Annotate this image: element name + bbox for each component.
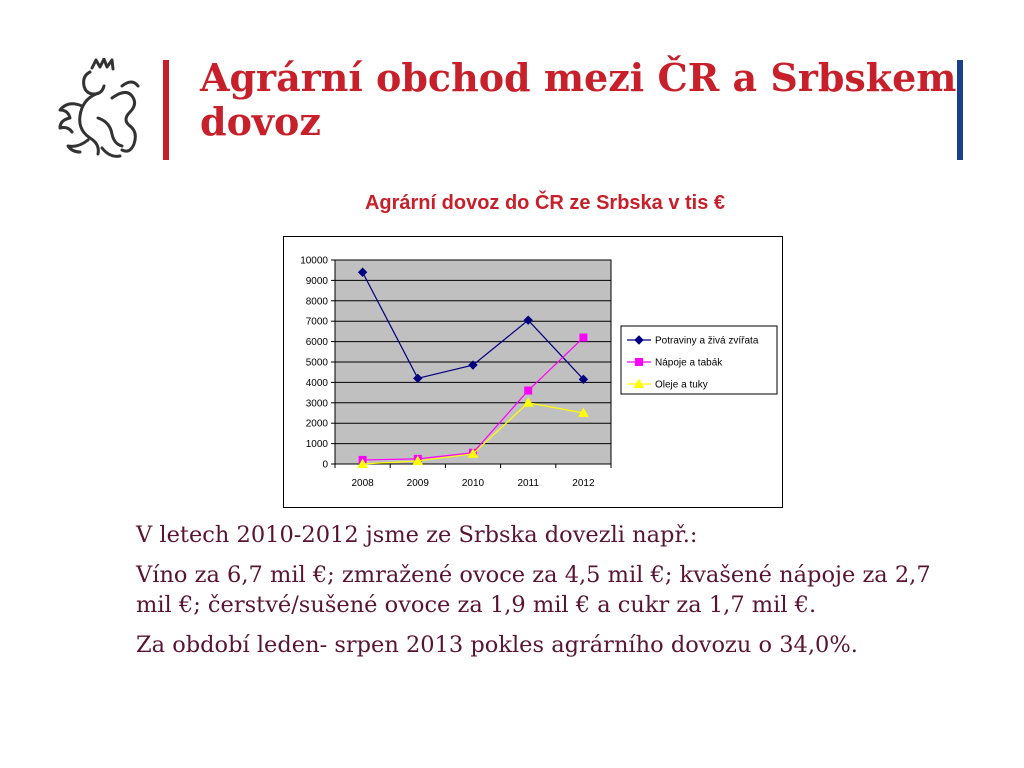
title-accent-bar-left xyxy=(163,60,169,160)
data-point-square xyxy=(636,359,643,366)
x-tick-label: 2012 xyxy=(572,478,595,489)
body-paragraph-1: V letech 2010-2012 jsme ze Srbska dovezli např.: xyxy=(136,522,698,548)
data-point-square xyxy=(525,387,532,394)
y-tick-label: 1000 xyxy=(305,439,328,451)
y-tick-label: 10000 xyxy=(300,255,328,267)
data-point-square xyxy=(580,334,587,341)
y-tick-label: 0 xyxy=(322,459,328,471)
page-title-line-2: dovoz xyxy=(200,99,321,144)
y-tick-label: 2000 xyxy=(305,418,328,430)
body-text xyxy=(136,520,936,670)
legend-label: Oleje a tuky xyxy=(655,379,708,391)
x-tick-label: 2011 xyxy=(517,478,539,489)
page-title xyxy=(200,55,957,144)
line-chart xyxy=(283,236,783,508)
y-tick-label: 9000 xyxy=(305,275,328,287)
x-tick-label: 2008 xyxy=(351,478,374,489)
x-tick-label: 2009 xyxy=(406,478,429,489)
y-tick-label: 4000 xyxy=(305,377,328,389)
x-tick-label: 2010 xyxy=(461,478,485,489)
lion-emblem-logo xyxy=(52,58,148,166)
y-tick-label: 3000 xyxy=(305,398,328,410)
legend-label: Nápoje a tabák xyxy=(655,357,723,369)
body-paragraph-3: Za období leden- srpen 2013 pokles agrárního dovozu o 34,0%. xyxy=(136,632,858,658)
y-tick-label: 8000 xyxy=(305,296,328,308)
y-tick-label: 6000 xyxy=(305,337,328,349)
body-paragraph-2: Víno za 6,7 mil €; zmražené ovoce za 4,5 mil €; kvašené nápoje za 2,7 mil €; čerstvé/sušené ovoce za 1,9 mil € a cukr za 1,7 mil €. xyxy=(136,562,931,618)
chart-title: Agrární dovoz do ČR ze Srbska v tis € xyxy=(364,192,726,214)
y-tick-label: 5000 xyxy=(305,357,328,369)
title-accent-bar-right xyxy=(957,60,963,160)
page-title-line-1: Agrární obchod mezi ČR a Srbskem xyxy=(200,55,957,100)
y-tick-label: 7000 xyxy=(305,316,328,328)
legend-label: Potraviny a živá zvířata xyxy=(655,335,759,347)
